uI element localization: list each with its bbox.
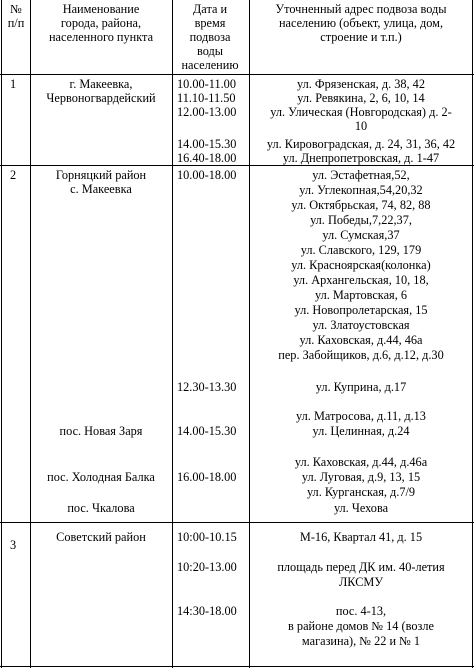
place-name: с. Макеевка [70,182,132,196]
delivery-time: 10:00-10.15 [177,530,237,544]
header-address: строение и т.п.) [320,30,402,44]
address: ул. Победы,7,22,37, [310,213,412,227]
header-time: воды [196,44,224,58]
address: ул. Чехова [333,501,389,515]
place-name: г. Макеевка, [69,77,133,91]
header-time: время [194,16,226,30]
address: ул. Углекопная,54,20,32 [299,183,423,197]
address: пер. Забойщиков, д.6, д.12, д.30 [278,348,444,362]
place-name: пос. Чкалова [67,501,135,515]
grid-line [30,0,31,668]
address: ул. Курганская, д.7/9 [306,485,416,499]
header-num: № [10,2,22,16]
address: пос. 4-13, [335,604,387,618]
header-time: населению [181,58,239,72]
header-num: п/п [7,16,25,30]
grid-line [0,74,474,75]
grid-line [172,0,173,668]
address: ул. Архангельская, 10, 18, [293,273,429,287]
grid-line [0,522,474,523]
header-time: Дата и [192,2,228,16]
address: ул. Красноярская(колонка) [291,258,431,272]
delivery-time: 12.30-13.30 [177,380,237,394]
address: ул. Каховская, д.44, д.46а [294,455,428,469]
address: ул. Куприна, д.17 [315,380,407,394]
delivery-time: 12.00-13.00 [177,105,237,119]
header-name: города, района, [60,16,142,30]
address: магазина), № 22 и № 1 [301,634,421,648]
place-name: Червоногвардейский [46,91,156,105]
row-number: 3 [10,538,17,552]
address: 10 [354,119,368,133]
address: ул. Славского, 129, 179 [300,243,422,257]
address: ул. Луговая, д.9, 13, 15 [301,470,421,484]
delivery-time: 14.00-15.30 [177,137,237,151]
address: ул. Октябрьская, 74, 82, 88 [291,198,431,212]
header-name: Наименование [62,2,140,16]
delivery-time: 14:30-18.00 [177,604,237,618]
grid-line [0,165,474,166]
delivery-time: 11.10-11.50 [177,91,236,105]
address: в районе домов № 14 (возле [288,619,434,633]
row-number: 1 [10,77,17,91]
address: площадь перед ДК им. 40-летия [277,560,445,574]
address: ул. Ревякина, 2, 6, 10, 14 [297,91,425,105]
header-address: населению (объект, улица, дом, [278,16,444,30]
grid-line [472,0,473,668]
address: ул. Сумская,37 [322,228,400,242]
place-name: Горняцкий район [55,168,147,182]
address: ул. Каховская, д.44, 46а [299,333,423,347]
address: ул. Эстафетная,52, [312,168,410,182]
delivery-time: 10.00-11.00 [177,77,236,91]
address: ул. Златоустовская [312,318,410,332]
grid-line [0,666,474,667]
address: ул. Новопролетарская, 15 [294,303,428,317]
grid-line [1,0,2,668]
address: ул. Целинная, д.24 [312,424,410,438]
address: ул. Матросова, д.11, д.13 [296,409,426,423]
address: ул. Мартовская, 6 [314,288,408,302]
delivery-time: 16.00-18.00 [177,470,237,484]
delivery-time: 16.40-18.00 [177,151,237,165]
address: М-16, Квартал 41, д. 15 [299,530,423,544]
address: ул. Днепропетровская, д. 1-47 [282,151,440,165]
row-number: 2 [10,168,17,182]
address: ул. Улическая (Новгородская) д. 2- [270,105,452,119]
grid-line [249,0,250,668]
delivery-time: 14.00-15.30 [177,424,237,438]
address: ул. Фрязенская, д. 38, 42 [297,77,425,91]
header-name: населенного пункта [48,30,154,44]
address: ЛКСМУ [338,575,384,589]
header-address: Уточненный адрес подвоза воды [275,2,447,16]
place-name: пос. Холодная Балка [47,470,155,484]
place-name: Советский район [56,530,146,544]
header-time: подвоза [189,30,231,44]
address: ул. Кировоградская, д. 24, 31, 36, 42 [266,137,456,151]
place-name: пос. Новая Заря [59,424,143,438]
delivery-time: 10.00-18.00 [177,168,237,182]
delivery-time: 10:20-13.00 [177,560,237,574]
